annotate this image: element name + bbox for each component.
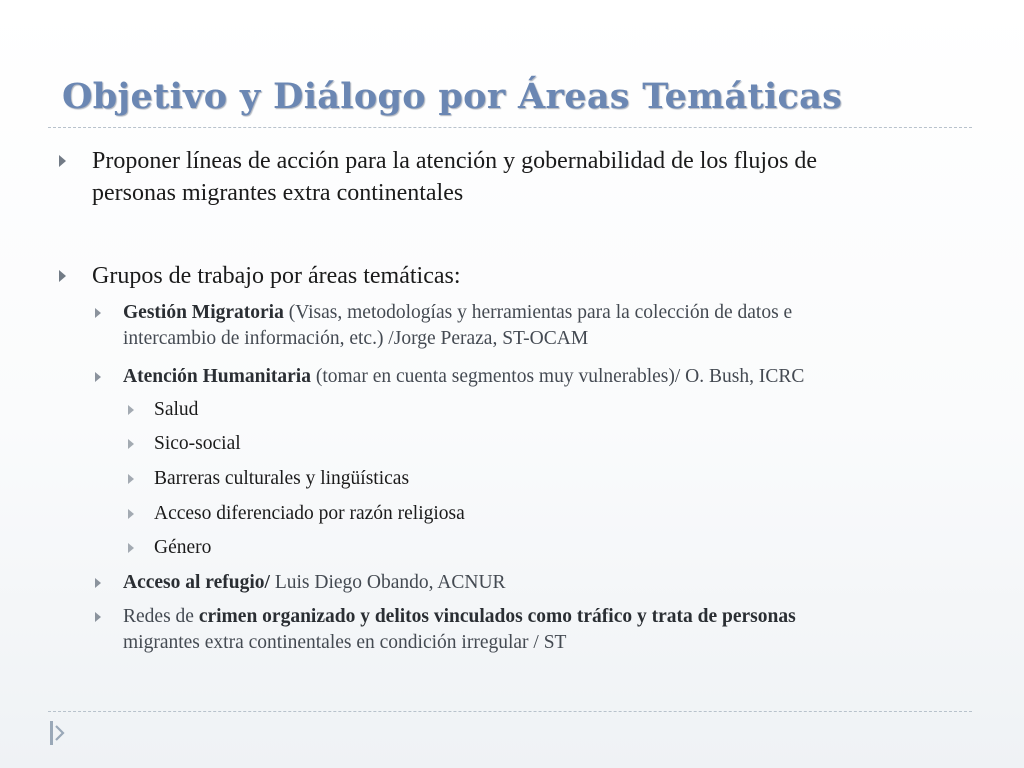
gestion-line-2: intercambio de información, etc.) /Jorge Peraza, ST-OCAM	[123, 328, 589, 349]
groups-header-text: Grupos de trabajo por áreas temáticas:	[92, 263, 461, 289]
footer-divider	[48, 711, 972, 712]
acceso-diferenciado-text: Acceso diferenciado por razón religiosa	[154, 503, 465, 524]
sub-sub-bullet-arrow-icon	[128, 405, 134, 415]
bullet-redes	[123, 604, 983, 656]
objective-line-1: Proponer líneas de acción para la atención y gobernabilidad de los flujos de	[92, 148, 818, 174]
redes-line-2: migrantes extra continentales en condición irregular / ST	[123, 632, 567, 653]
sico-social-text: Sico-social	[154, 433, 241, 454]
bullet-objective	[92, 145, 972, 209]
bullet-acceso-refugio	[123, 570, 983, 596]
atencion-bold: Atención Humanitaria	[123, 366, 311, 387]
sub-bullet-arrow-icon	[95, 308, 101, 318]
bullet-arrow-icon	[59, 155, 66, 167]
sub-sub-bullet-arrow-icon	[128, 509, 134, 519]
bullet-salud	[154, 397, 954, 423]
genero-text: Género	[154, 537, 212, 558]
bullet-sico-social	[154, 431, 954, 457]
gestion-bold: Gestión Migratoria	[123, 302, 284, 323]
sub-sub-bullet-arrow-icon	[128, 543, 134, 553]
bullet-atencion-humanitaria	[123, 364, 983, 390]
refugio-rest: Luis Diego Obando, ACNUR	[269, 572, 506, 593]
slide-corner-icon	[50, 721, 66, 745]
atencion-line	[123, 364, 983, 390]
gestion-rest: (Visas, metodologías y herramientas para la colección de datos e	[283, 302, 793, 323]
atencion-rest: (tomar en cuenta segmentos muy vulnerables)/ O. Bush, ICRC	[310, 366, 805, 387]
redes-pre: Redes de	[123, 606, 199, 627]
refugio-line	[123, 570, 983, 596]
refugio-bold: Acceso al refugio/	[123, 572, 270, 593]
sub-bullet-arrow-icon	[95, 372, 101, 382]
sub-sub-bullet-arrow-icon	[128, 474, 134, 484]
title-divider	[48, 127, 972, 128]
bullet-gestion-migratoria	[123, 300, 983, 352]
bullet-groups-header	[92, 260, 972, 292]
redes-line-1	[123, 604, 983, 630]
salud-text: Salud	[154, 399, 199, 420]
sub-bullet-arrow-icon	[95, 612, 101, 622]
sub-bullet-arrow-icon	[95, 578, 101, 588]
sub-sub-bullet-arrow-icon	[128, 439, 134, 449]
objective-line-2: personas migrantes extra continentales	[92, 180, 464, 206]
redes-bold: crimen organizado y delitos vinculados como tráfico y trata de personas	[198, 606, 796, 627]
barreras-text: Barreras culturales y lingüísticas	[154, 468, 410, 489]
bullet-barreras	[154, 466, 954, 492]
bullet-arrow-icon	[59, 270, 66, 282]
gestion-line-1	[123, 300, 983, 326]
bullet-genero	[154, 535, 954, 561]
bullet-acceso-diferenciado	[154, 501, 954, 527]
slide-title: Objetivo y Diálogo por Áreas Temáticas	[62, 76, 843, 117]
